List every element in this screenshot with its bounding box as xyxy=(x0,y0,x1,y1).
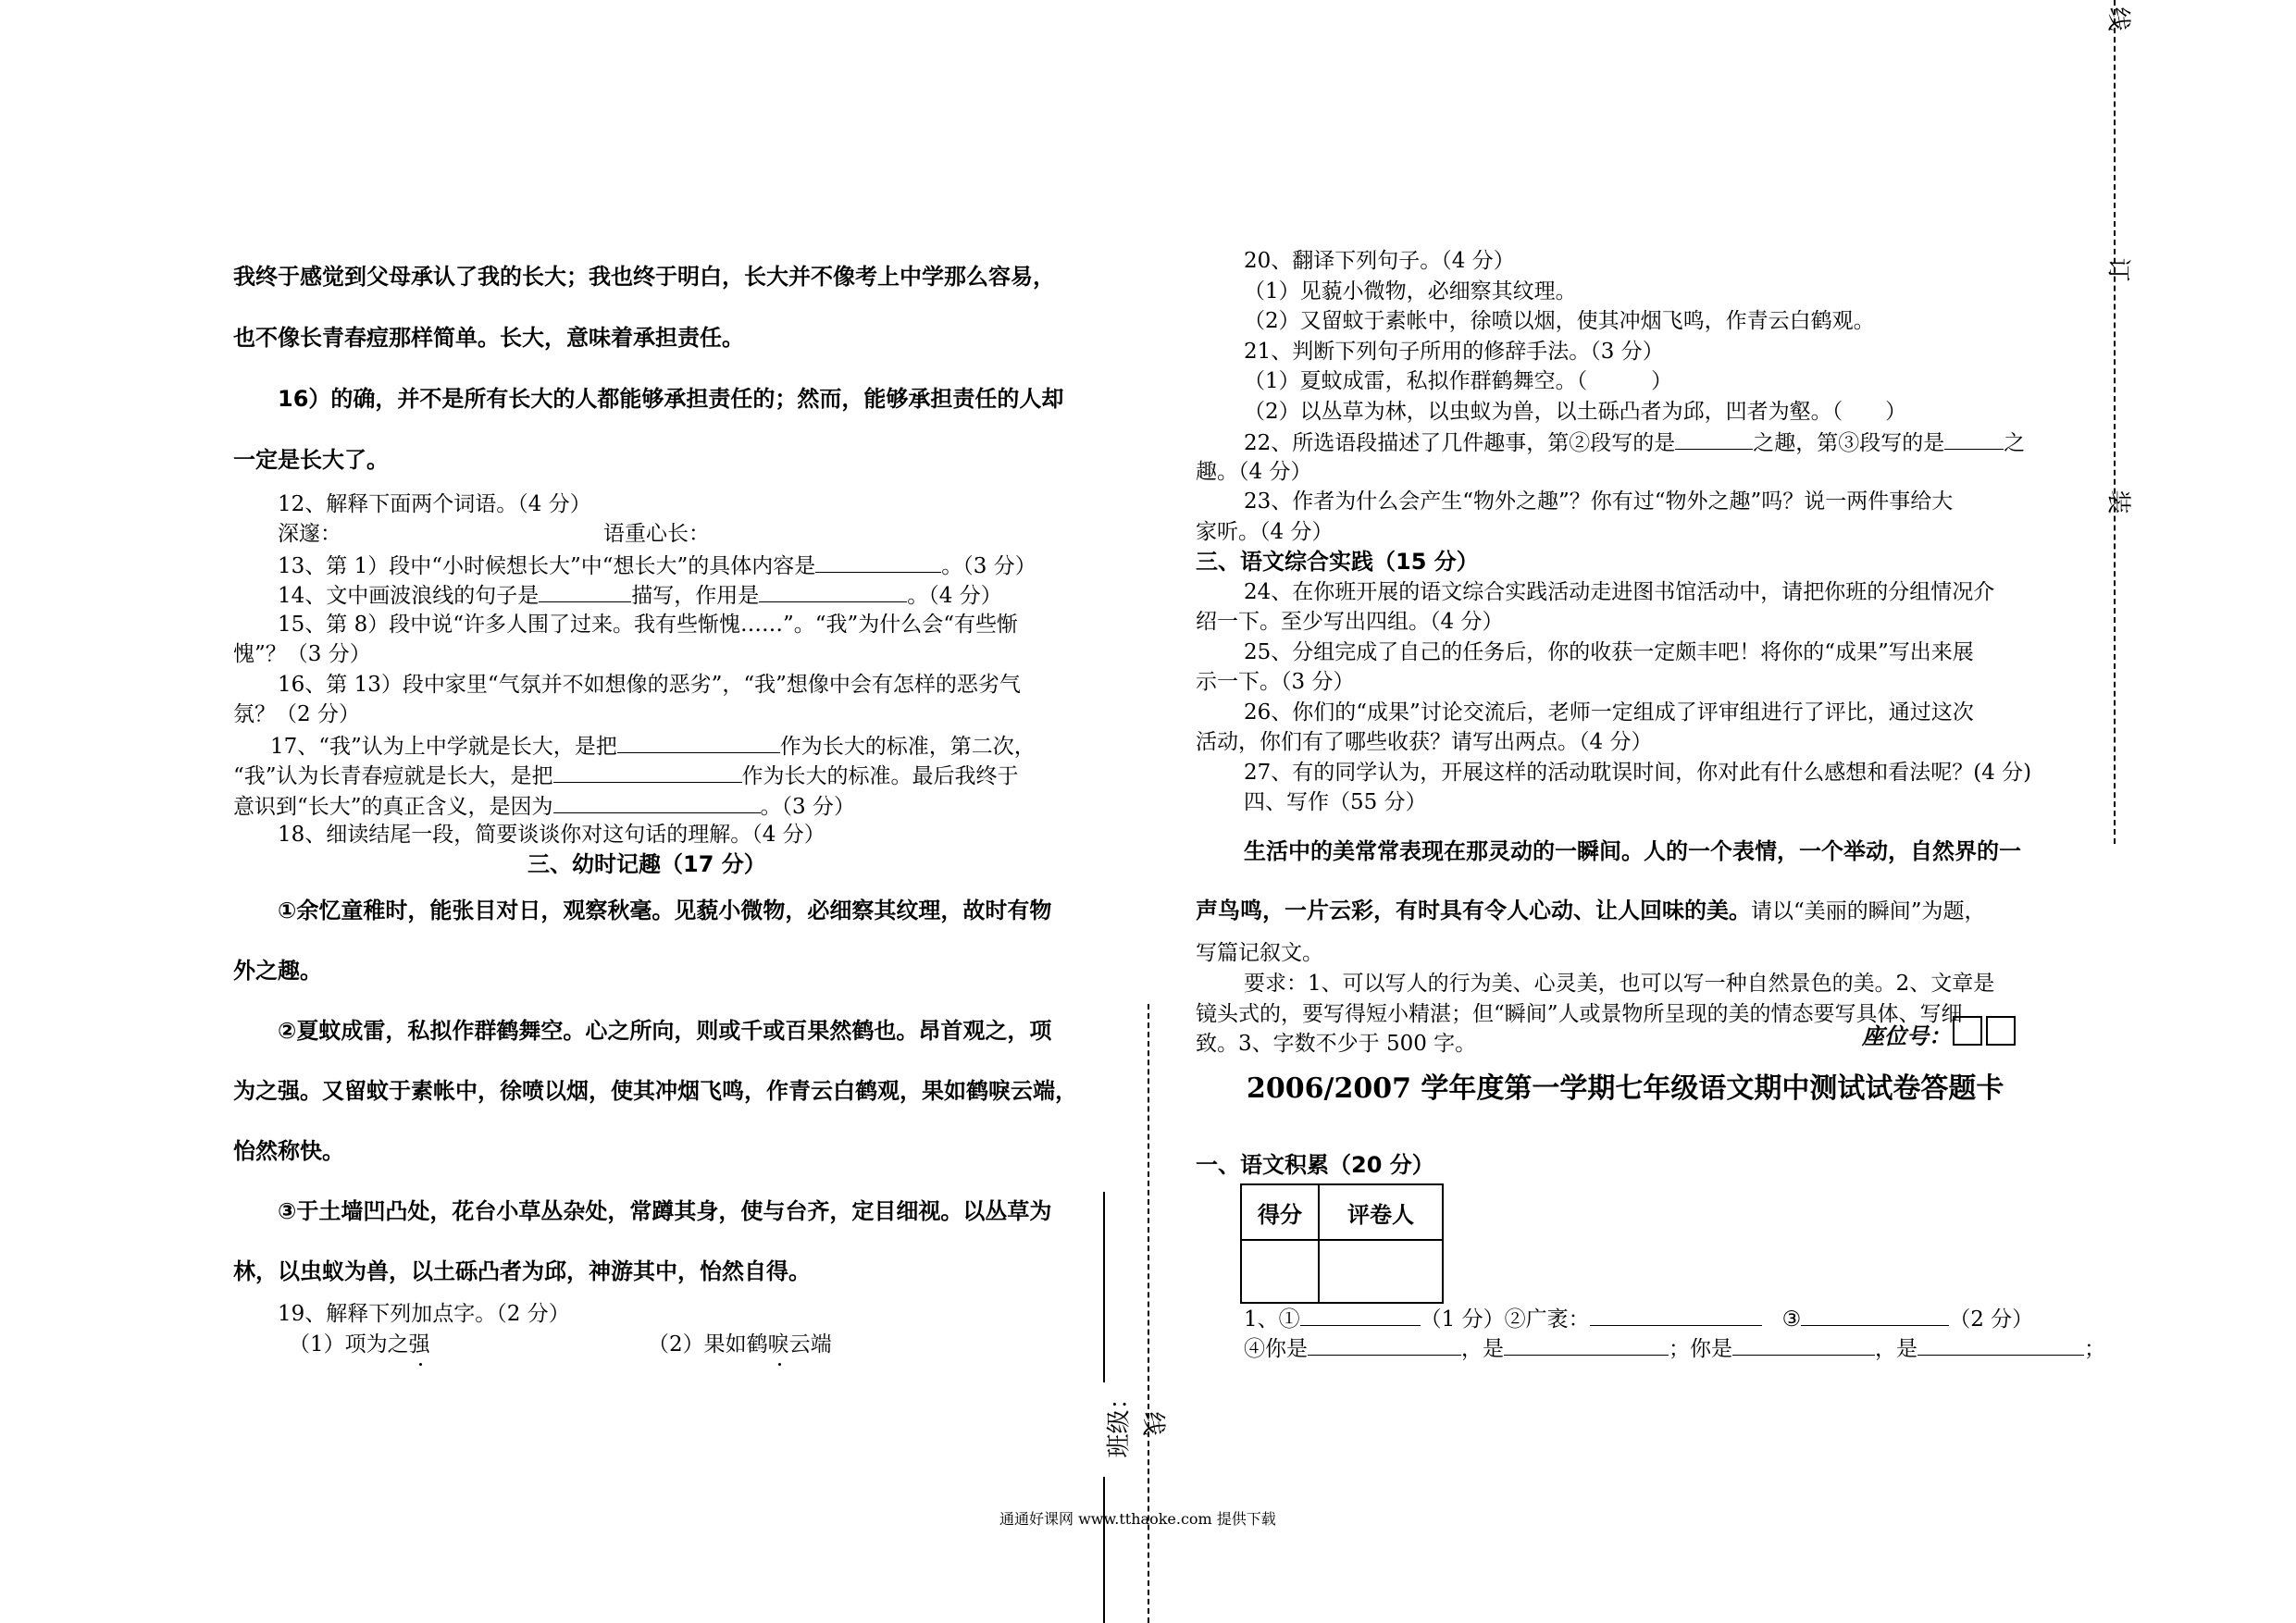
question-13: 13、第 1）段中“小时候想长大”中“想长大”的具体内容是 。（3 分） xyxy=(278,550,1036,581)
answer-blank[interactable] xyxy=(1504,1332,1669,1356)
classical-text-1: ①余忆童稚时，能张目对日，观察秋毫。见藐小微物，必细察其纹理，故时有物 xyxy=(278,898,1052,923)
cut-marker: 订 xyxy=(2104,257,2132,282)
question-16: 16、第 13）段中家里“气氛并不如想像的恶劣”，“我”想像中会有怎样的恶劣气 xyxy=(278,673,1021,697)
question-12: 12、解释下面两个词语。（4 分） xyxy=(278,492,591,516)
section-4-heading: 四、写作（55 分） xyxy=(1244,790,1427,814)
binding-line xyxy=(1103,1477,1105,1623)
answer-blank[interactable] xyxy=(553,790,761,813)
classical-text-3-cont: 林，以虫蚁为兽，以土砾凸者为邱，神游其中，怡然自得。 xyxy=(233,1258,811,1284)
answer-blank[interactable] xyxy=(759,579,907,602)
writing-prompt-cont: 写篇记叙文。 xyxy=(1196,941,1323,965)
line-marker: 线 xyxy=(1138,1411,1167,1436)
question-20-item-1: （1）见藐小微物，必细察其纹理。 xyxy=(1244,279,1577,304)
question-20: 20、翻译下列句子。（4 分） xyxy=(1244,249,1515,273)
classical-text-2-cont: 怡然称快。 xyxy=(233,1138,344,1164)
question-25-cont: 示一下。（3 分） xyxy=(1196,670,1355,694)
answer-blank[interactable] xyxy=(815,550,941,573)
question-21-item-2: （2）以丛草为林，以虫蚁为兽，以土砾凸者为邱，凹者为壑。（ ） xyxy=(1244,400,1907,424)
question-15: 15、第 8）段中说“许多人围了过来。我有些惭愧……”。“我”为什么会“有些惭 xyxy=(278,613,1019,637)
score-table xyxy=(1240,1183,1444,1304)
question-16-cont: 氛？（2 分） xyxy=(233,702,360,726)
footer-credit: 通通好课网 www.tthaoke.com 提供下载 xyxy=(999,1510,1276,1528)
classical-text-2: ②夏蚊成雷，私拟作群鹤舞空。心之所向，则或千或百果然鹤也。昂首观之，项 xyxy=(278,1018,1052,1044)
question-24: 24、在你班开展的语文综合实践活动走进图书馆活动中，请把你班的分组情况介 xyxy=(1244,580,1995,604)
question-22-cont: 趣。（4 分） xyxy=(1196,460,1312,484)
answer-blank[interactable] xyxy=(1917,1332,2084,1356)
answer-blank[interactable] xyxy=(617,730,780,753)
answer-blank[interactable] xyxy=(1300,1303,1421,1326)
passage-text: 也不像长青春痘那样简单。长大，意味着承担责任。 xyxy=(233,325,744,351)
question-23: 23、作者为什么会产生“物外之趣”？你有过“物外之趣”吗？说一两件事给大 xyxy=(1244,489,1954,514)
answer-blank[interactable] xyxy=(1801,1303,1949,1326)
question-17-cont: “我”认为长青春痘就是长大，是把 作为长大的标准。最后我终于 xyxy=(233,760,1019,791)
line-marker: 线 xyxy=(2104,6,2132,31)
answer-blank[interactable] xyxy=(1308,1332,1461,1356)
classical-text-1-cont: 外之趣。 xyxy=(233,958,322,984)
answer-4: ④你是 ，是 ；你是 ，是 ； xyxy=(1244,1332,2105,1364)
question-19-item-1: （1）项为之强 xyxy=(289,1330,430,1359)
question-26-cont: 活动，你们有了哪些收获？请写出两点。（4 分） xyxy=(1196,730,1653,754)
answer-blank[interactable] xyxy=(1944,427,2004,450)
seat-number-label: 座位号： xyxy=(1862,1022,1951,1049)
writing-requirements-cont: 致。3、字数不少于 500 字。 xyxy=(1196,1032,1477,1056)
question-15-cont: 愧”？（3 分） xyxy=(233,642,371,666)
answer-blank[interactable] xyxy=(553,760,742,783)
question-26: 26、你们的“成果”讨论交流后，老师一定组成了评审组进行了评比，通过这次 xyxy=(1244,700,1974,725)
answer-blank[interactable] xyxy=(1675,427,1753,450)
answer-1: 1、① （1 分）②广袤： ③ （2 分） xyxy=(1244,1303,2033,1334)
class-label: 班级： xyxy=(1105,1385,1134,1458)
section-3-heading: 三、幼时记趣（17 分） xyxy=(527,851,766,877)
question-21-item-1: （1）夏蚊成雷，私拟作群鹤舞空。（ ） xyxy=(1244,369,1673,393)
question-18: 18、细读结尾一段，简要谈谈你对这句话的理解。（4 分） xyxy=(278,823,825,847)
answer-card-title: 2006/2007 学年度第一学期七年级语文期中测试试卷答题卡 xyxy=(1247,1072,2004,1105)
score-header: 得分 xyxy=(1241,1184,1319,1240)
question-14: 14、文中画波浪线的句子是 描写，作用是 。（4 分） xyxy=(278,579,1002,611)
question-25: 25、分组完成了自己的任务后，你的收获一定颇丰吧！将你的“成果”写出来展 xyxy=(1244,640,1974,664)
classical-text-3: ③于土墙凹凸处，花台小草丛杂处，常蹲其身，使与台齐，定目细视。以丛草为 xyxy=(278,1198,1052,1224)
writing-prompt-cont: 声鸟鸣，一片云彩，有时具有令人心动、让人回味的美。请以“美丽的瞬间”为题， xyxy=(1196,898,1986,923)
passage-text: 我终于感觉到父母承认了我的长大；我也终于明白，长大并不像考上中学那么容易， xyxy=(233,264,1055,290)
question-12-term-b: 语重心长： xyxy=(603,522,710,546)
question-22: 22、所选语段描述了几件趣事，第②段写的是 之趣，第③段写的是 之 xyxy=(1244,427,2025,458)
classical-text-2-cont: 为之强。又留蚊于素帐中，徐喷以烟，使其冲烟飞鸣，作青云白鹤观，果如鹤唳云端， xyxy=(233,1078,1077,1104)
question-20-item-2: （2）又留蚊于素帐中，徐喷以烟，使其冲烟飞鸣，作青云白鹤观。 xyxy=(1244,309,1875,333)
section-1-heading: 一、语文积累（20 分） xyxy=(1196,1152,1434,1178)
passage-text: 一定是长大了。 xyxy=(233,447,389,473)
question-17-cont: 意识到“长大”的真正含义，是因为 。（3 分） xyxy=(233,790,855,822)
passage-paragraph-16: 16）的确，并不是所有长大的人都能够承担责任的；然而，能够承担责任的人却 xyxy=(278,386,1064,412)
section-3-practice-heading: 三、语文综合实践（15 分） xyxy=(1196,549,1479,575)
question-19: 19、解释下列加点字。（2 分） xyxy=(278,1302,570,1326)
grader-header: 评卷人 xyxy=(1319,1184,1443,1240)
question-21: 21、判断下列句子所用的修辞手法。（3 分） xyxy=(1244,340,1664,364)
question-19-item-2: （2）果如鹤唳云端 xyxy=(648,1330,832,1359)
cut-line-right xyxy=(2114,0,2116,844)
answer-blank[interactable] xyxy=(1732,1332,1875,1356)
question-27: 27、有的同学认为，开展这样的活动耽误时间，你对此有什么感想和看法呢？(4 分) xyxy=(1244,761,2032,785)
score-cell[interactable] xyxy=(1241,1240,1319,1303)
question-17: 17、“我”认为上中学就是长大，是把 作为长大的标准，第二次， xyxy=(270,730,1036,762)
binding-line xyxy=(1103,1192,1105,1382)
writing-requirements: 要求：1、可以写人的行为美、心灵美，也可以写一种自然景色的美。2、文章是 xyxy=(1244,972,1995,996)
question-23-cont: 家听。（4 分） xyxy=(1196,520,1334,544)
question-24-cont: 绍一下。至少写出四组。（4 分） xyxy=(1196,610,1504,634)
answer-blank[interactable] xyxy=(539,579,631,602)
question-12-term-a: 深邃： xyxy=(278,522,341,546)
grader-cell[interactable] xyxy=(1319,1240,1443,1303)
seat-number-box[interactable] xyxy=(1953,1016,1982,1046)
seat-number-box[interactable] xyxy=(1986,1016,2016,1046)
writing-prompt: 生活中的美常常表现在那灵动的一瞬间。人的一个表情，一个举动，自然界的一 xyxy=(1244,838,2021,864)
answer-blank[interactable] xyxy=(1590,1303,1762,1326)
bind-marker: 装 xyxy=(2104,489,2132,514)
writing-requirements-cont: 镜头式的，要写得短小精湛；但“瞬间”人或景物所呈现的美的情态要写具体、写细 xyxy=(1196,1002,1963,1026)
